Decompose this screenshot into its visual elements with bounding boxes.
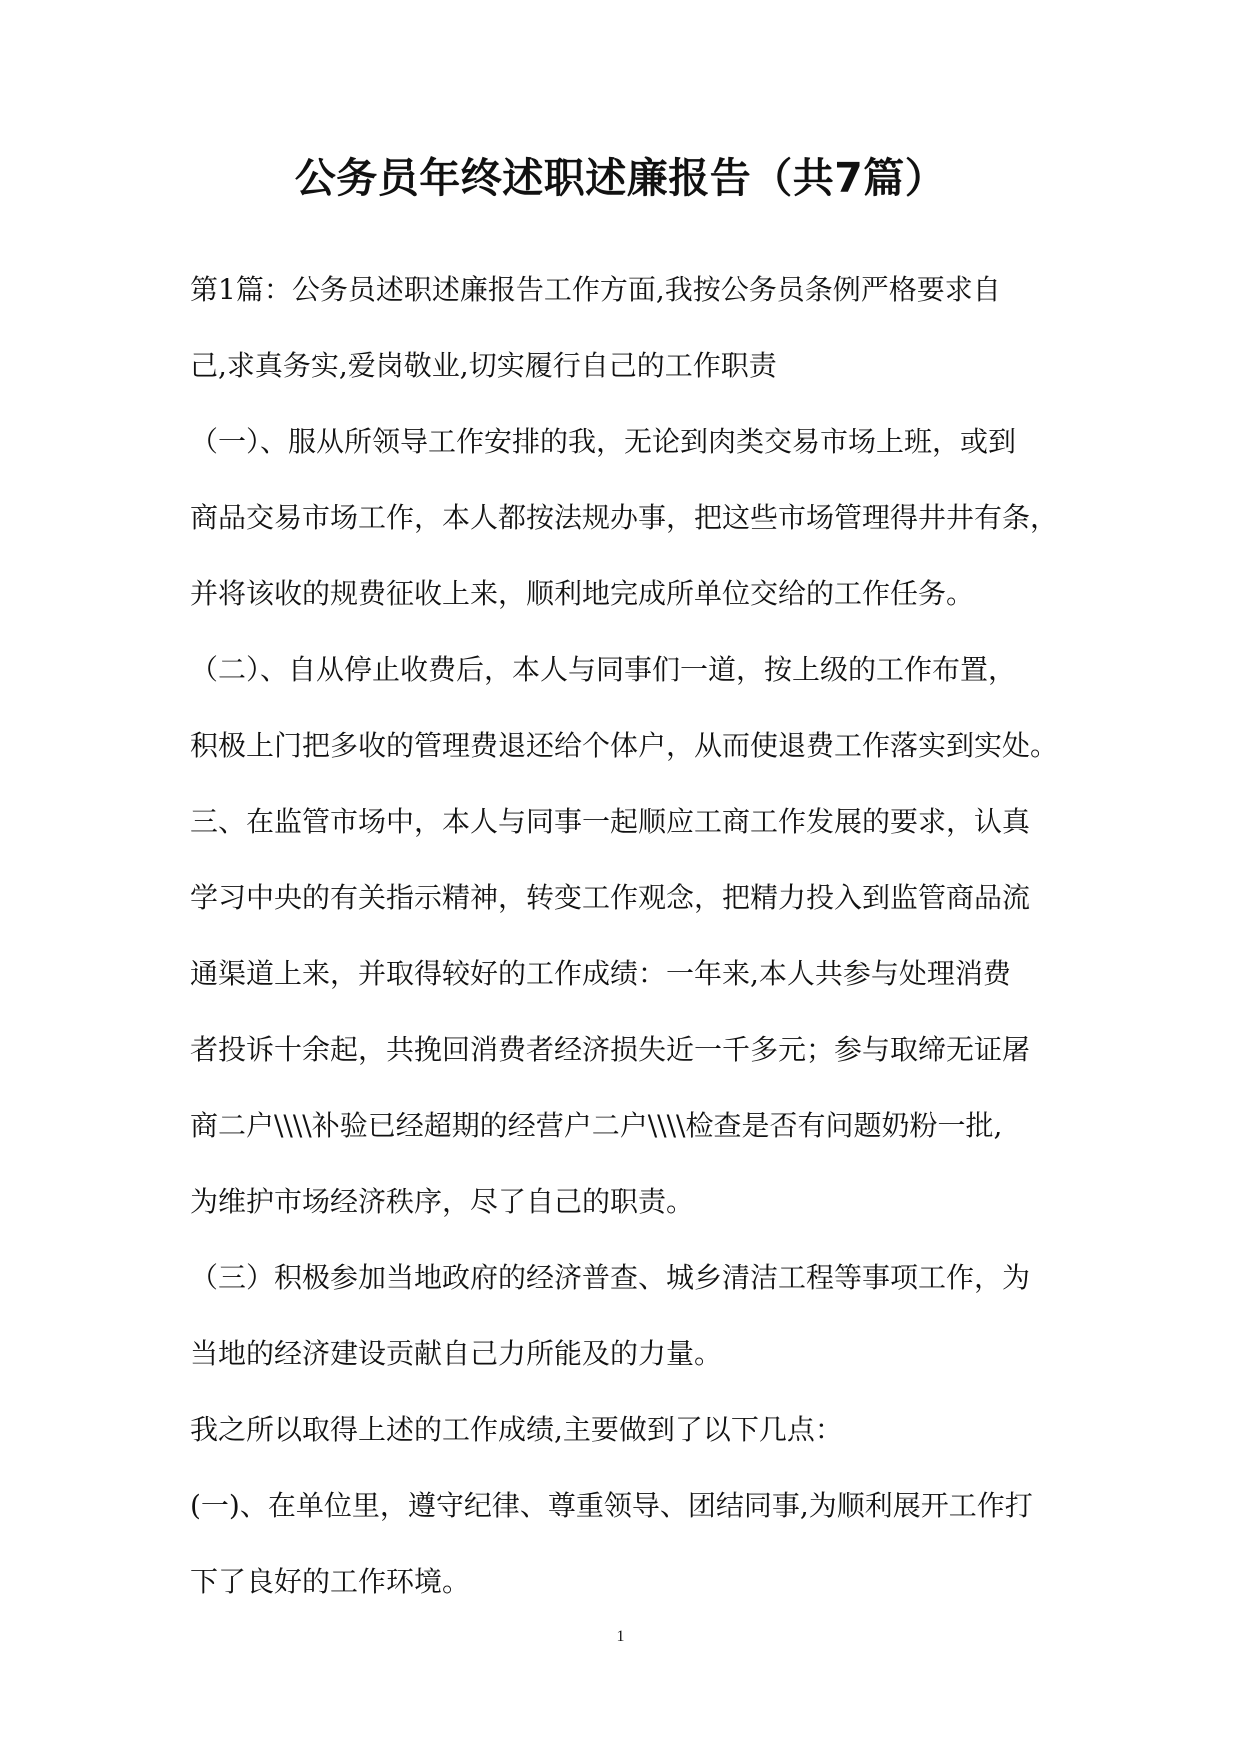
page-number: 1 xyxy=(616,1628,625,1645)
text-line: 商二户\\\\补验已经超期的经营户二户\\\\检查是否有问题奶粉一批, xyxy=(190,1109,1003,1142)
text-line: 当地的经济建设贡献自己力所能及的力量。 xyxy=(190,1337,723,1370)
text-line: （二）、自从停止收费后，本人与同事们一道，按上级的工作布置， xyxy=(190,653,1017,686)
text-line: 第1篇：公务员述职述廉报告工作方面,我按公务员条例严格要求自 xyxy=(190,273,1001,306)
text-line: 学习中央的有关指示精神，转变工作观念，把精力投入到监管商品流 xyxy=(190,881,1031,914)
text-line: 积极上门把多收的管理费退还给个体户，从而使退费工作落实到实处。 xyxy=(190,729,1059,762)
text-line: （一）、服从所领导工作安排的我，无论到肉类交易市场上班，或到 xyxy=(190,425,1017,458)
text-line: 三、在监管市场中，本人与同事一起顺应工商工作发展的要求，认真 xyxy=(190,805,1031,838)
text-line: 者投诉十余起，共挽回消费者经济损失近一千多元；参与取缔无证屠 xyxy=(190,1033,1031,1066)
text-line: (一)、在单位里，遵守纪律、尊重领导、团结同事,为顺利展开工作打 xyxy=(190,1489,1033,1522)
text-line: 通渠道上来，并取得较好的工作成绩：一年来,本人共参与处理消费 xyxy=(190,957,1011,990)
text-line: 下了良好的工作环境。 xyxy=(190,1565,471,1598)
text-line: （三）积极参加当地政府的经济普查、城乡清洁工程等事项工作，为 xyxy=(190,1261,1031,1294)
text-line: 为维护市场经济秩序，尽了自己的职责。 xyxy=(190,1185,695,1218)
text-line: 我之所以取得上述的工作成绩,主要做到了以下几点： xyxy=(190,1413,843,1446)
document-title: 公务员年终述职述廉报告（共7篇） xyxy=(294,154,947,202)
text-line: 己,求真务实,爱岗敬业,切实履行自己的工作职责 xyxy=(190,349,777,382)
text-line: 并将该收的规费征收上来，顺利地完成所单位交给的工作任务。 xyxy=(190,577,975,610)
text-line: 商品交易市场工作，本人都按法规办事，把这些市场管理得井井有条， xyxy=(190,501,1059,534)
document-body xyxy=(190,252,1070,1620)
